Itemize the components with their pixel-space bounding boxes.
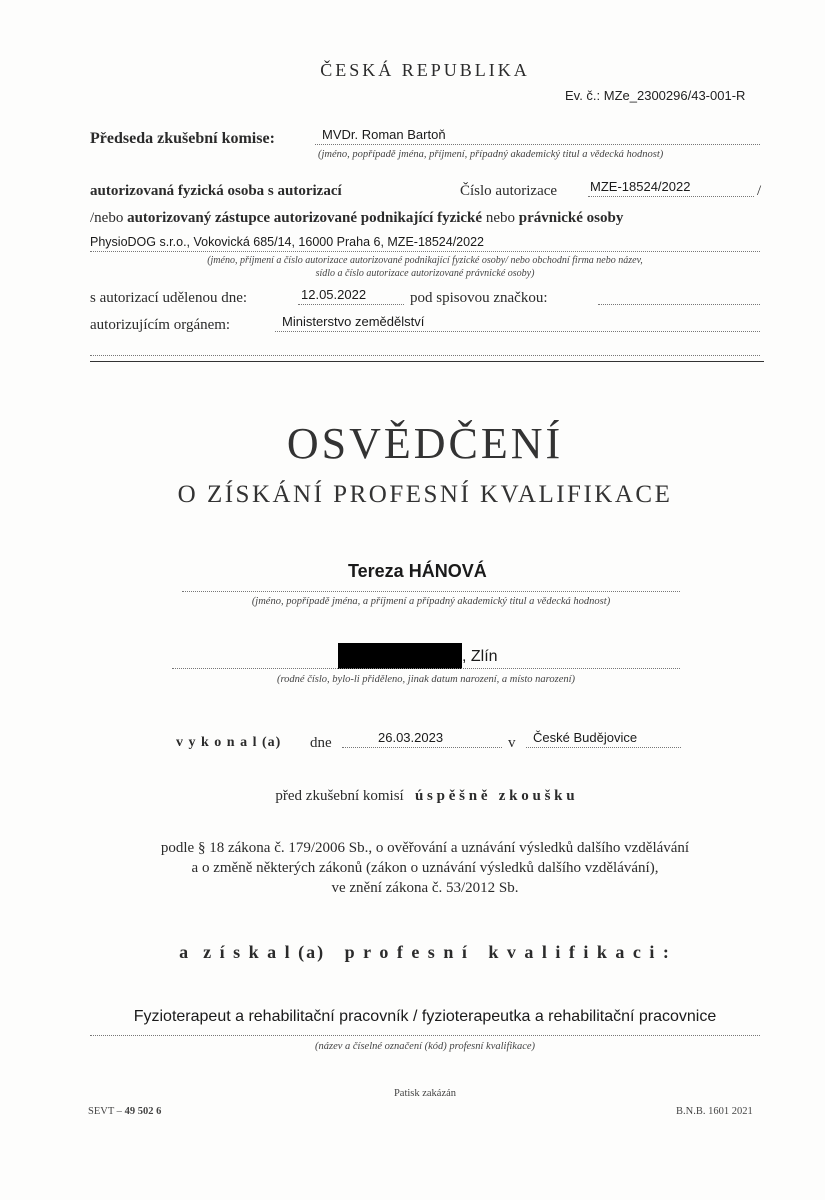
representative-prefix: /nebo [90,210,124,226]
qualification-value: Fyzioterapeut a rehabilitační pracovník / fyzioterapeutka a rehabilitační pracovnice [133,1008,717,1025]
holder-name: Tereza HÁNOVÁ [348,561,487,581]
date-dotted-line [342,747,502,748]
chair-label: Předseda zkušební komise: [90,130,275,147]
file-label: pod spisovou značkou: [410,290,548,306]
authorization-number-label: Číslo autorizace [460,183,558,199]
granted-dotted-line [298,304,404,305]
authorized-person-label: autorizovaná fyzická osoba s autorizací [90,183,342,199]
authorization-number-value: MZE-18524/2022 [590,179,691,194]
company-value: PhysioDOG s.r.o., Vokovická 685/14, 16000 Praha 6, MZE-18524/2022 [90,235,484,249]
reprint-notice: Patisk zakázán [393,1088,457,1099]
date-value: 26.03.2023 [378,730,444,745]
place-value: České Budějovice [533,730,638,745]
holder-note: (jméno, popřípadě jména, a příjmení a případný akademický titul a vědecká hodnost) [251,596,611,607]
qualification-note: (název a číselné označení (kód) profesní kvalifikace) [314,1041,536,1052]
completed-label: v y k o n a l (a) [176,735,282,750]
place-dotted-line [526,747,681,748]
country-heading: ČESKÁ REPUBLIKA [320,60,530,80]
footer-left-code: 49 502 6 [124,1106,162,1117]
certificate-subtitle: O ZÍSKÁNÍ PROFESNÍ KVALIFIKACE [177,481,673,508]
place-label: v [508,735,516,751]
evidence-number: Ev. č.: MZe_2300296/43-001-R [565,88,746,103]
authority-value: Ministerstvo zemědělství [282,314,425,329]
granted-value: 12.05.2022 [301,287,367,302]
acquired-heading: a z í s k a l (a) p r o f e s n í k v a l i f i k a c i : [179,942,671,962]
authority-label: autorizujícím orgánem: [90,317,231,333]
representative-line [90,210,623,227]
chair-dotted-line [315,144,760,145]
law-line-3: ve znění zákona č. 53/2012 Sb. [331,880,519,896]
footer-left-prefix: SEVT – [88,1106,125,1117]
granted-label: s autorizací udělenou dne: [90,290,248,306]
authorization-dotted-line [588,196,754,197]
extra-dotted-line [90,355,760,356]
authorization-slash: / [757,183,762,199]
company-note-line1: (jméno, příjmení a číslo autorizace autorizované podnikající fyzické osoby/ nebo obchodní firma nebo název, [207,255,643,266]
section-divider [90,361,764,362]
date-label: dne [310,735,332,751]
company-note-line2: sídlo a číslo autorizace autorizované právnické osoby) [315,268,535,279]
redacted-birth-number [338,643,462,669]
footer-left [88,1106,161,1117]
certificate-title: OSVĚDČENÍ [286,419,564,468]
holder-dotted-line [182,591,680,592]
representative-label-natural: autorizovaný zástupce autorizované podnikající fyzické [127,210,483,226]
birth-note: (rodné číslo, bylo-li přiděleno, jinak datum narození, a místo narození) [276,674,576,685]
chair-value: MVDr. Roman Bartoň [322,127,446,142]
file-dotted-line [598,304,760,305]
birth-place: , Zlín [462,648,498,665]
exam-line [0,788,825,805]
representative-or: nebo [485,210,515,226]
law-line-1: podle § 18 zákona č. 179/2006 Sb., o ověřování a uznávání výsledků dalšího vzdělávání [160,840,690,856]
company-dotted-line [90,251,760,252]
authority-dotted-line [275,331,760,332]
birth-dotted-line [172,668,680,669]
representative-label-legal: právnické osoby [518,210,624,226]
exam-result: ú s p ě š n ě z k o u š k u [414,788,575,804]
law-line-2: a o změně některých zákonů (zákon o uznávání výsledků dalšího vzdělávání), [191,860,659,876]
qualification-dotted-line [90,1035,760,1036]
chair-note: (jméno, popřípadě jména, příjmení, případný akademický titul a vědecká hodnost) [318,149,664,160]
exam-prefix: před zkušební komisí [275,788,404,804]
footer-right: B.N.B. 1601 2021 [676,1106,753,1117]
